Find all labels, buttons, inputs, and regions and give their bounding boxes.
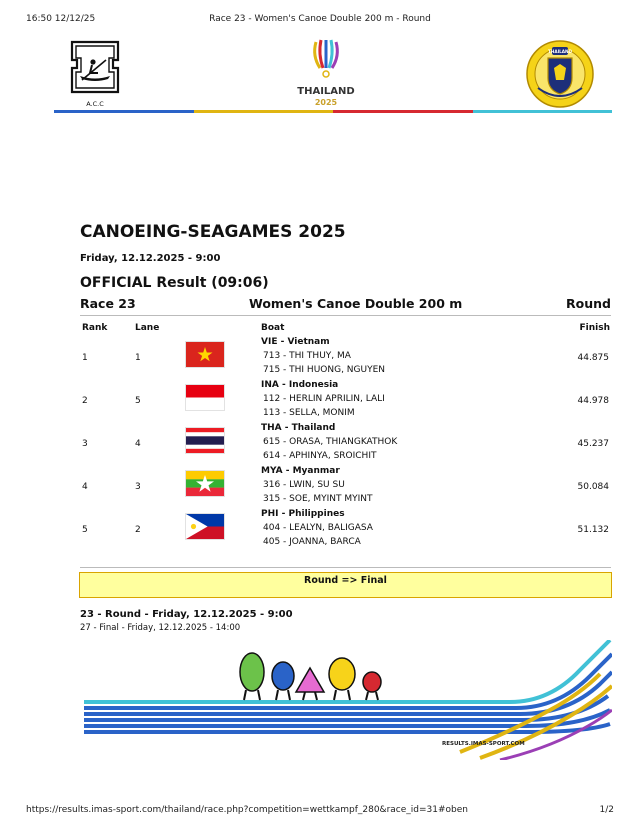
result-row [80,466,611,509]
page-number: 1/2 [599,805,614,815]
race-phase: Round [566,296,611,311]
competition-title: CANOEING-SEAGAMES 2025 [80,222,346,242]
header-finish: Finish [579,323,610,333]
race-number: Race 23 [80,296,136,311]
vietnam-flag-icon [185,341,225,368]
mascot-pink [296,668,324,700]
lane: 2 [135,525,141,535]
stripe-red [333,110,473,113]
rank: 3 [82,439,88,449]
mascot-blue [272,662,294,700]
mascot-yellow [329,658,355,700]
indonesia-flag-icon [185,384,225,411]
results-site-label: RESULTS.IMAS-SPORT.COM [442,741,525,747]
lane: 5 [135,396,141,406]
nation: VIE - Vietnam [261,337,330,347]
finish-time: 44.875 [577,353,609,363]
print-url: https://results.imas-sport.com/thailand/race.php?competition=wettkampf_280&race_id=31#oben [26,805,468,815]
divider [80,567,611,568]
lane: 3 [135,482,141,492]
mascot-red [363,672,381,700]
header-color-stripe [54,110,612,113]
finish-time: 51.132 [577,525,609,535]
association-seal-logo [524,38,596,110]
athlete: 614 - APHINYA, SROICHIT [263,451,377,461]
athlete: 113 - SELLA, MONIM [263,408,355,418]
athlete: 715 - THI HUONG, NGUYEN [263,365,386,375]
finish-time: 44.978 [577,396,609,406]
print-page-title: Race 23 - Women's Canoe Double 200 m - Round [209,14,431,24]
seal-text: THAILAND [547,49,573,54]
print-datetime: 16:50 12/12/25 [26,14,96,24]
stripe-yellow [194,110,334,113]
acc-logo [68,40,122,110]
stripe-cyan [473,110,613,113]
header-lane: Lane [135,323,160,333]
mascot-lanes-illustration [80,640,612,760]
race-info-row [80,296,611,314]
current-race-schedule: 23 - Round - Friday, 12.12.2025 - 9:00 [80,609,293,620]
result-status: OFFICIAL Result (09:06) [80,275,269,291]
athlete: 112 - HERLIN APRILIN, LALI [263,394,385,404]
rank: 1 [82,353,88,363]
finish-time: 45.237 [577,439,609,449]
nation: INA - Indonesia [261,380,339,390]
next-race-schedule: 27 - Final - Friday, 12.12.2025 - 14:00 [80,623,241,633]
logo-year: 2025 [314,98,338,107]
myanmar-flag-icon [185,470,225,497]
event-name: Women's Canoe Double 200 m [249,296,463,311]
rank: 4 [82,482,88,492]
athlete: 316 - LWIN, SU SU [263,480,345,490]
athlete: 615 - ORASA, THIANGKATHOK [263,437,398,447]
stripe-blue [54,110,194,113]
nation: MYA - Myanmar [261,466,340,476]
rank: 5 [82,525,88,535]
thailand-wordmark: THAILAND [297,86,355,97]
lane: 1 [135,353,141,363]
header-rank: Rank [82,323,108,333]
thailand-flag-icon [185,427,225,454]
mascot-green [240,653,264,700]
nation: PHI - Philippines [261,509,345,519]
athlete: 404 - LEALYN, BALIGASA [263,523,373,533]
lane: 4 [135,439,141,449]
athlete: 405 - JOANNA, BARCA [263,537,361,547]
nation: THA - Thailand [261,423,336,433]
athlete: 315 - SOE, MYINT MYINT [263,494,373,504]
header-boat: Boat [261,323,285,333]
divider [80,315,611,316]
progression-box: Round => Final [79,572,612,598]
competition-date: Friday, 12.12.2025 - 9:00 [80,253,221,264]
acc-logo-caption: A.C.C [86,100,104,108]
result-row [80,337,611,380]
result-row [80,380,611,423]
philippines-flag-icon [185,513,225,540]
athlete: 713 - THI THUY, MA [263,351,351,361]
result-row [80,423,611,466]
rank: 2 [82,396,88,406]
finish-time: 50.084 [577,482,609,492]
thailand-2025-logo [294,38,358,110]
result-row [80,509,611,552]
